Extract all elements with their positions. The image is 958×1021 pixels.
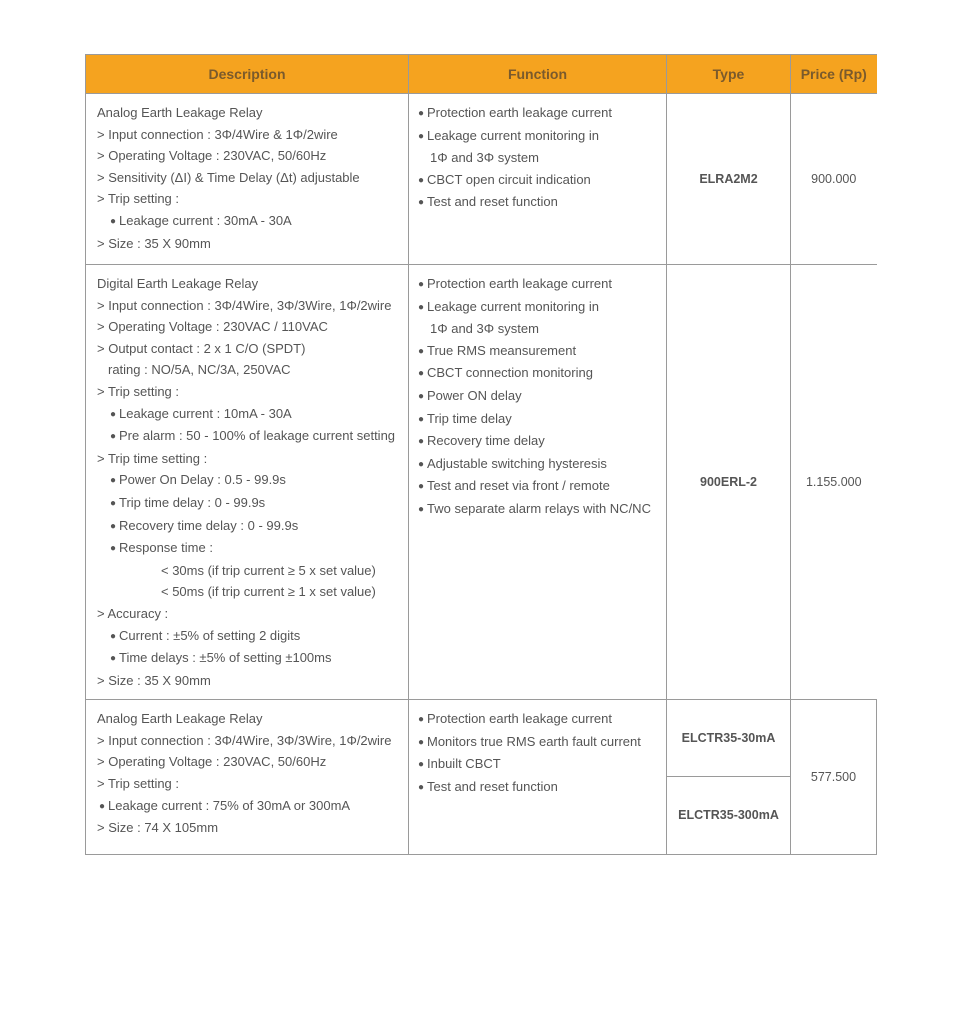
- spec-line: > Size : 35 X 90mm: [97, 672, 211, 688]
- product-price: 900.000: [811, 172, 857, 186]
- description-cell: [86, 94, 409, 265]
- function-item: ● Adjustable switching hysteresis: [418, 453, 660, 476]
- price-cell: [791, 94, 877, 265]
- function-item: ● Trip time delay: [418, 408, 660, 431]
- bullet-icon: ●: [110, 543, 117, 555]
- price-table: [85, 54, 877, 855]
- header-function: Function: [409, 55, 667, 94]
- function-item: ● Test and reset function: [418, 191, 660, 214]
- bullet-icon: ●: [418, 736, 425, 748]
- bullet-icon: ●: [110, 520, 117, 532]
- function-item: ● Recovery time delay: [418, 430, 660, 453]
- bullet-icon: ●: [418, 108, 425, 119]
- spec-subline: ● Current : ±5% of setting 2 digits: [97, 625, 402, 648]
- product-type: ELCTR35-30mA: [667, 700, 790, 777]
- spec-line: > Size : 35 X 90mm: [97, 235, 211, 251]
- bullet-icon: ●: [418, 368, 425, 380]
- spec-subline: ● Power On Delay : 0.5 - 99.9s: [97, 469, 402, 492]
- product-name: Analog Earth Leakage Relay: [97, 105, 263, 120]
- product-name: Digital Earth Leakage Relay: [97, 276, 259, 291]
- function-item-continued: 1Φ and 3Φ system: [430, 150, 539, 166]
- bullet-icon: ●: [99, 800, 106, 812]
- type-cell: [667, 700, 791, 855]
- spec-subline: ● Recovery time delay : 0 - 99.9s: [97, 515, 402, 538]
- spec-subline: < 50ms (if trip current ≥ 1 x set value): [161, 584, 376, 600]
- header-description: Description: [86, 55, 409, 94]
- description-cell: [86, 700, 409, 855]
- spec-line: > Input connection : 3Φ/4Wire, 3Φ/3Wire, 1Φ/2wire: [97, 732, 392, 748]
- spec-line: > Sensitivity (ΔI) & Time Delay (Δt) adjustable: [97, 169, 360, 185]
- bullet-icon: ●: [418, 503, 425, 515]
- spec-line: > Operating Voltage : 230VAC / 110VAC: [97, 319, 328, 335]
- function-item: ● CBCT connection monitoring: [418, 362, 660, 385]
- price-cell: [791, 265, 877, 700]
- function-cell: [409, 265, 667, 700]
- spec-line: > Accuracy :: [97, 605, 169, 621]
- bullet-icon: ●: [418, 197, 425, 209]
- product-type: 900ERL-2: [700, 475, 757, 490]
- bullet-icon: ●: [110, 497, 117, 509]
- function-item: ● Test and reset function: [418, 776, 660, 799]
- product-type: ELCTR35-300mA: [678, 808, 779, 823]
- spec-subline: ● Response time :: [97, 537, 402, 560]
- type-cell: [667, 265, 791, 700]
- function-item: ● Protection earth leakage current: [418, 708, 660, 731]
- function-item: ● Inbuilt CBCT: [418, 753, 660, 776]
- bullet-icon: ●: [110, 215, 117, 227]
- table-row: [86, 94, 877, 265]
- spec-subline: ● Leakage current : 10mA - 30A: [97, 403, 402, 426]
- function-item: ● Protection earth leakage current: [418, 102, 660, 125]
- header-price: Price (Rp): [791, 55, 877, 94]
- bullet-icon: ●: [418, 413, 425, 425]
- function-cell: [409, 700, 667, 855]
- bullet-icon: ●: [418, 279, 425, 290]
- spec-subline: rating : NO/5A, NC/3A, 250VAC: [108, 362, 291, 378]
- function-item: ● Monitors true RMS earth fault current: [418, 731, 660, 754]
- product-price: 1.155.000: [805, 475, 862, 490]
- bullet-icon: ●: [418, 481, 425, 493]
- spec-subline: ● Trip time delay : 0 - 99.9s: [97, 492, 402, 515]
- description-cell: [86, 265, 409, 700]
- spec-line: > Trip time setting :: [97, 450, 208, 466]
- bullet-icon: ●: [418, 390, 425, 402]
- table-row: [86, 700, 877, 855]
- function-item: ● Two separate alarm relays with NC/NC: [418, 498, 660, 521]
- bullet-icon: ●: [418, 345, 425, 357]
- function-item-continued: 1Φ and 3Φ system: [430, 321, 539, 337]
- function-item: ● CBCT open circuit indication: [418, 169, 660, 192]
- spec-line: > Input connection : 3Φ/4Wire, 3Φ/3Wire, 1Φ/2wire: [97, 297, 392, 313]
- type-split: [667, 700, 790, 853]
- function-item: ● Leakage current monitoring in: [418, 296, 660, 319]
- spec-line: > Operating Voltage : 230VAC, 50/60Hz: [97, 754, 327, 770]
- bullet-icon: ●: [110, 630, 117, 642]
- table-row: [86, 265, 877, 700]
- spec-line: > Trip setting :: [97, 191, 180, 207]
- bullet-icon: ●: [418, 174, 425, 186]
- product-name: Analog Earth Leakage Relay: [97, 711, 263, 727]
- bullet-icon: ●: [418, 714, 425, 726]
- bullet-icon: ●: [418, 130, 425, 142]
- function-item: ● Protection earth leakage current: [418, 273, 660, 296]
- spec-line: > Size : 74 X 105mm: [97, 820, 219, 836]
- spec-subline: ● Pre alarm : 50 - 100% of leakage current setting: [97, 425, 402, 448]
- product-price: 577.500: [810, 770, 857, 785]
- spec-line: > Trip setting :: [97, 776, 180, 792]
- spec-subline: ● Leakage current : 30mA - 30A: [97, 210, 402, 233]
- type-cell: [667, 94, 791, 265]
- function-item: ● True RMS meansurement: [418, 340, 660, 363]
- bullet-icon: ●: [110, 431, 117, 443]
- header-type: Type: [667, 55, 791, 94]
- function-item: ● Test and reset via front / remote: [418, 475, 660, 498]
- bullet-icon: ●: [110, 408, 117, 420]
- price-cell: [791, 700, 877, 855]
- product-type: ELRA2M2: [699, 172, 758, 186]
- bullet-icon: ●: [418, 782, 425, 794]
- spec-line: > Trip setting :: [97, 383, 180, 399]
- function-item: ● Power ON delay: [418, 385, 660, 408]
- bullet-icon: ●: [110, 475, 117, 487]
- spec-line: > Output contact : 2 x 1 C/O (SPDT): [97, 340, 306, 356]
- spec-subline: ● Time delays : ±5% of setting ±100ms: [97, 647, 402, 670]
- spec-line: > Input connection : 3Φ/4Wire & 1Φ/2wire: [97, 126, 338, 142]
- spec-line: > Operating Voltage : 230VAC, 50/60Hz: [97, 148, 327, 164]
- bullet-icon: ●: [418, 436, 425, 448]
- bullet-icon: ●: [110, 653, 117, 665]
- spec-subline: ● Leakage current : 75% of 30mA or 300mA: [97, 795, 402, 818]
- function-item: ● Leakage current monitoring in: [418, 125, 660, 148]
- bullet-icon: ●: [418, 458, 425, 470]
- bullet-icon: ●: [418, 759, 425, 771]
- bullet-icon: ●: [418, 301, 425, 313]
- spec-subline: < 30ms (if trip current ≥ 5 x set value): [161, 562, 376, 578]
- function-cell: [409, 94, 667, 265]
- table-header-row: [86, 55, 877, 94]
